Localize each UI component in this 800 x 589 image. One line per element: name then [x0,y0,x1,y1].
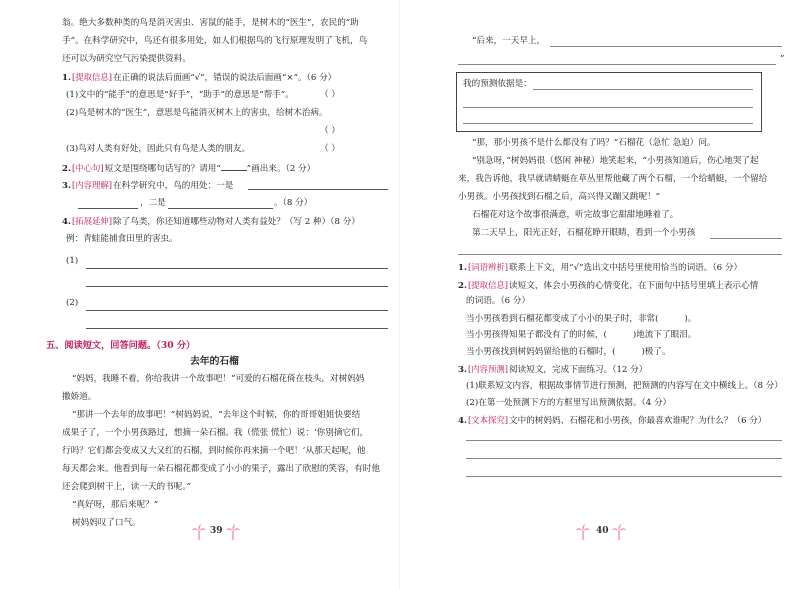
prediction-line-2[interactable] [458,64,776,65]
question-tag: [词语辨析] [467,262,509,272]
question-3: 3.[内容理解]在科学研究中，鸟的用处：一是 [62,180,234,191]
intro-line-2: 手”。在科学研究中，鸟还有很多用处，如人们根据鸟的飞行原理发明了飞机，鸟 [62,36,368,46]
story-right-line-4: 小男孩。小男孩找到石榴之后，高兴得又蹦又跳呢！” [458,192,661,202]
question-tag: [中心句] [71,163,104,173]
page-number-left: 39 [210,526,223,536]
intro-line-1: 翁。绝大多数种类的鸟是消灭害虫、害鼠的能手，是树木的“医生”，农民的“助 [62,18,359,28]
story-line-3: “那讲一个去年的故事吧！”树妈妈说，“去年这个时候，你的哥哥姐姐快要结 [72,410,361,420]
palm-icon-right-2 [612,524,626,540]
prediction-close-quote: ” [780,54,785,64]
right-page [400,0,800,589]
story-right-line-3: 来，我告诉他，我早就请蜻蜓在草丛里帮他藏了两个石榴，一个给蜻蜓，一个留给 [458,174,768,184]
story-right-line-5: 石榴花对这个故事很满意，听完故事它甜甜地睡着了。 [472,210,679,220]
story-line-9: 树妈妈叹了口气。 [72,518,141,528]
page-number-right: 40 [596,526,609,536]
palm-icon-left [192,524,206,540]
question-r3-sub2: (2)在第一处预测下方的方框里写出预测依据。（4 分） [466,398,672,408]
story-right-line-1: “那，那小男孩不是什么都没有了吗？”石榴花（急忙 急迫）问。 [472,138,716,148]
prediction-line-4[interactable] [458,254,782,255]
q1-answer-2[interactable]: （ ） [320,126,340,136]
q1-answer-3[interactable]: （ ） [320,144,340,154]
question-2: 2.[中心句]短文是围绕哪句话写的？请用“ ”画出来。（2 分） [62,163,316,174]
question-r1: 1.[词语辨析]联系上下文，用“√”选出文中括号里使用恰当的词语。（6 分） [458,262,743,273]
q4-answer-line-2b[interactable] [86,328,388,329]
palm-icon-left-2 [226,524,240,540]
story-title: 去年的石榴 [190,356,239,367]
q4-answer-line-1a[interactable] [86,268,388,269]
question-tag: [内容理解] [71,180,113,190]
prediction-line-1[interactable] [550,46,782,47]
q1-answer-1[interactable]: （ ） [320,90,340,100]
basis-label: 我的预测依据是： [463,79,532,89]
question-1: 1.[提取信息]在正确的说法后面画“√”，错误的说法后面画“×”。（6 分） [62,72,337,83]
prediction-line-3[interactable] [710,238,782,239]
basis-line-1 [533,89,753,90]
q3-second-label: ，二是 [140,198,166,208]
q3-answer-line-3[interactable] [168,208,273,209]
basis-line-3 [463,123,753,124]
story-line-4: 成果子了，一个小男孩路过，想摘一朵石榴。我（慌张 慌忙）说：‘你别摘它们， [62,428,369,438]
underline-sample [221,162,247,171]
q4-label-1: (1) [66,256,79,266]
question-r2-cont: 的词语。（6 分） [466,296,531,306]
question-r3-sub1: (1)联系短文内容，根据故事情节进行预测，把预测的内容写在文中横线上。（8 分） [466,381,783,391]
story-line-2: 撒娇道。 [62,392,97,402]
question-tag: [文本探究] [467,415,509,425]
story-line-8: “真好呀，那后来呢？” [72,500,159,510]
question-r3: 3.[内容预测]阅读短文，完成下面练习。（12 分） [458,364,648,375]
question-tag: [提取信息] [71,72,113,82]
story-line-7: 还会爬到树干上，读一天的书呢。” [62,482,192,492]
palm-icon-right [576,524,590,540]
q4-answer-line-1b[interactable] [86,286,388,287]
question-tag: [提取信息] [467,280,509,290]
q3-points: 。（8 分） [274,198,313,208]
story-right-line-6: 第二天早上，阳光正好，石榴花睁开眼睛，看到一个小男孩 [472,228,696,238]
intro-line-3: 还可以为研究空气污染提供资料。 [62,54,191,64]
q4-example: 例：青蛙能捕食田里的害虫。 [66,234,178,244]
question-4: 4.[拓展延伸]除了鸟类，你还知道哪些动物对人类有益处？（写 2 种）（8 分） [62,216,360,227]
story-right-line-2: “别急呀，”树妈妈很（悠闲 神秘）地笑起来，“小男孩知道后，伤心地哭了起 [472,156,759,166]
q3-answer-line-2[interactable] [78,208,138,209]
section-5-heading: 五、阅读短文，回答问题。（30 分） [46,340,196,351]
mood-line-2: 当小男孩得知果子都没有了的时候，( )地流下了眼泪。 [466,330,697,340]
story-line-6: 每天都会来。他看到每一朵石榴花都变成了小小的果子，露出了欣慰的笑容，有时他 [62,464,380,474]
r4-answer-line-3[interactable] [466,476,782,477]
story-line-5: 行吗？它们都会变成又大又红的石榴，到时候你再来摘一个吧！’从那天起呢，他 [62,446,366,456]
story-line-1: “妈妈，我睡不着，你给我讲一个故事吧！”可爱的石榴花倚在枝头，对树妈妈 [72,374,365,384]
question-tag: [内容预测] [467,364,509,374]
r4-answer-line-2[interactable] [466,458,782,459]
r4-answer-line-1[interactable] [466,440,782,441]
question-tag: [拓展延伸] [71,216,113,226]
q1-item-3: (3)鸟对人类有好处，因此只有鸟是人类的朋友。 [66,144,251,154]
question-r2: 2.[提取信息]读短文，体会小男孩的心情变化，在下面句中括号里填上表示心情 [458,280,759,291]
prediction-start: “后来，一天早上， [472,36,546,46]
prediction-basis-box[interactable] [456,72,762,132]
mood-line-1: 当小男孩看到石榴花都变成了小小的果子时，非常( )。 [466,314,697,324]
q4-label-2: (2) [66,298,79,308]
q4-answer-line-2a[interactable] [86,310,388,311]
mood-line-3: 当小男孩找到树妈妈留给他的石榴时，( )极了。 [466,347,671,357]
q1-item-1: (1)文中的“能手”的意思是“好手”，“助手”的意思是“帮手”。 [66,90,294,100]
question-r4: 4.[文本探究]文中的树妈妈、石榴花和小男孩，你最喜欢谁呢？为什么？（6 分） [458,415,767,426]
q3-answer-line-1[interactable] [248,189,388,190]
q1-item-2: (2)鸟是树木的“医生”，意思是鸟能消灭树木上的害虫，给树木治病。 [66,108,328,118]
basis-line-2 [463,107,753,108]
